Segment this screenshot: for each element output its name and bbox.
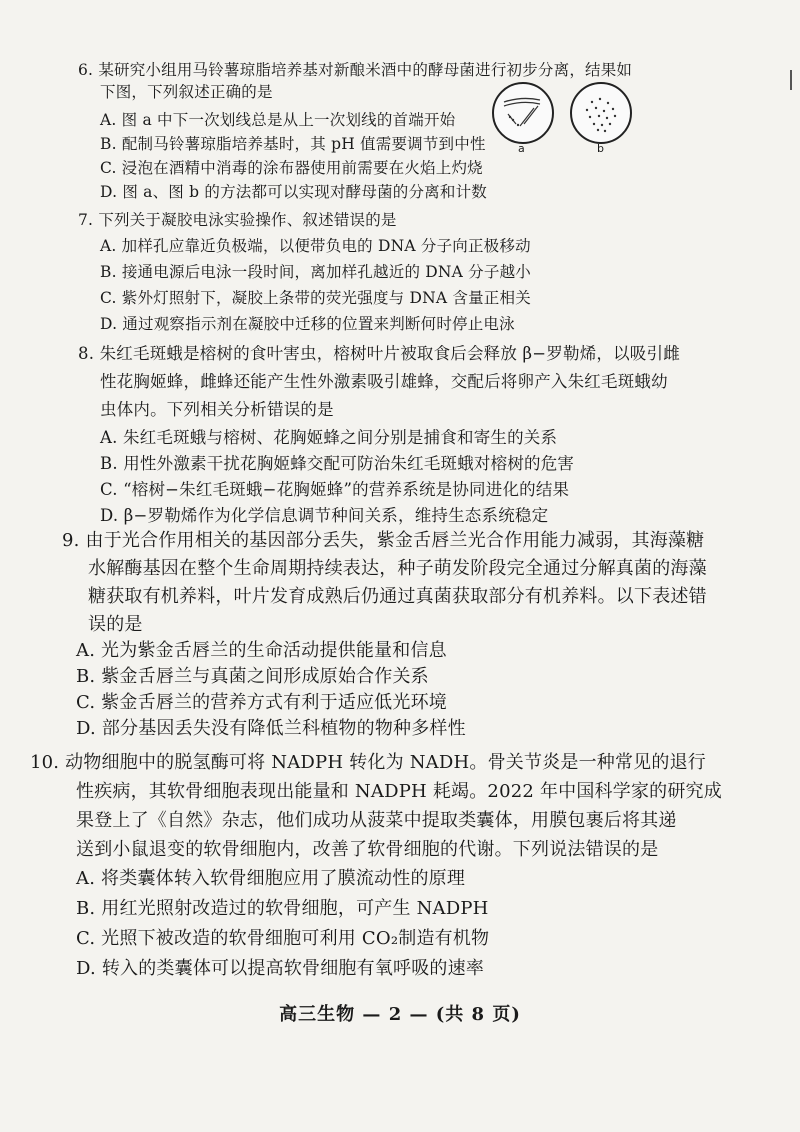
q10-stem-line3: 果登上了《自然》杂志，他们成功从菠菜中提取类囊体，用膜包裹后将其递 xyxy=(76,810,677,831)
q9-option-b: B. 紫金舌唇兰与真菌之间形成原始合作关系 xyxy=(76,666,429,687)
q9-option-c: C. 紫金舌唇兰的营养方式有利于适应低光环境 xyxy=(76,692,447,713)
petri-dish-a-figure xyxy=(492,82,554,144)
q6-stem-line1: 6. 某研究小组用马铃薯琼脂培养基对新酿米酒中的酵母菌进行初步分离，结果如 xyxy=(78,61,633,79)
q6-option-a: A. 图 a 中下一次划线总是从上一次划线的首端开始 xyxy=(100,111,456,129)
q7-option-c: C. 紫外灯照射下，凝胶上条带的荧光强度与 DNA 含量正相关 xyxy=(100,289,531,307)
figure-b-label: b xyxy=(597,142,604,155)
q8-option-b: B. 用性外激素干扰花胸姬蜂交配可防治朱红毛斑蛾对榕树的危害 xyxy=(100,454,575,473)
q8-stem-line2: 性花胸姬蜂，雌蜂还能产生性外激素吸引雄蜂，交配后将卵产入朱红毛斑蛾幼 xyxy=(100,372,668,391)
q9-option-d: D. 部分基因丢失没有降低兰科植物的物种多样性 xyxy=(76,718,466,739)
q9-stem-line1: 9. 由于光合作用相关的基因部分丢失，紫金舌唇兰光合作用能力减弱，其海藻糖 xyxy=(62,530,705,551)
q8-stem-line3: 虫体内。下列相关分析错误的是 xyxy=(100,400,334,419)
q10-option-d: D. 转入的类囊体可以提高软骨细胞有氧呼吸的速率 xyxy=(76,958,485,979)
q8-stem-line1: 8. 朱红毛斑蛾是榕树的食叶害虫，榕树叶片被取食后会释放 β−罗勒烯，以吸引雌 xyxy=(78,344,680,363)
q10-option-a: A. 将类囊体转入软骨细胞应用了膜流动性的原理 xyxy=(76,868,466,889)
q6-option-c: C. 浸泡在酒精中消毒的涂布器使用前需要在火焰上灼烧 xyxy=(100,159,483,177)
q7-option-d: D. 通过观察指示剂在凝胶中迁移的位置来判断何时停止电泳 xyxy=(100,315,515,333)
q10-option-b: B. 用红光照射改造过的软骨细胞，可产生 NADPH xyxy=(76,898,489,919)
q8-option-a: A. 朱红毛斑蛾与榕树、花胸姬蜂之间分别是捕食和寄生的关系 xyxy=(100,428,558,447)
scan-edge-mark xyxy=(790,70,792,90)
q7-option-b: B. 接通电源后电泳一段时间，离加样孔越近的 DNA 分子越小 xyxy=(100,263,531,281)
q6-option-d: D. 图 a、图 b 的方法都可以实现对酵母菌的分离和计数 xyxy=(100,183,487,201)
q7-option-a: A. 加样孔应靠近负极端，以便带负电的 DNA 分子向正极移动 xyxy=(100,237,531,255)
q8-option-c: C. “榕树−朱红毛斑蛾−花胸姬蜂”的营养系统是协同进化的结果 xyxy=(100,480,570,499)
q10-stem-line2: 性疾病，其软骨细胞表现出能量和 NADPH 耗竭。2022 年中国科学家的研究成 xyxy=(76,781,722,802)
q7-stem: 7. 下列关于凝胶电泳实验操作、叙述错误的是 xyxy=(78,211,397,229)
q10-stem-line1: 10. 动物细胞中的脱氢酶可将 NADPH 转化为 NADH。骨关节炎是一种常见的退行 xyxy=(30,752,706,773)
spread-plate-icon xyxy=(572,84,630,142)
q10-stem-line4: 送到小鼠退变的软骨细胞内，改善了软骨细胞的代谢。下列说法错误的是 xyxy=(76,839,659,860)
q9-stem-line4: 误的是 xyxy=(88,614,143,635)
streak-plate-icon xyxy=(494,84,552,142)
petri-dish-b-figure xyxy=(570,82,632,144)
q9-stem-line2: 水解酶基因在整个生命周期持续表达，种子萌发阶段完全通过分解真菌的海藻 xyxy=(88,558,707,579)
q9-stem-line3: 糖获取有机养料，叶片发育成熟后仍通过真菌获取部分有机养料。以下表述错 xyxy=(88,586,707,607)
q10-option-c: C. 光照下被改造的软骨细胞可利用 CO₂制造有机物 xyxy=(76,928,490,949)
page-footer: 高三生物 — 2 — (共 8 页) xyxy=(279,1004,521,1025)
q6-stem-line2: 下图，下列叙述正确的是 xyxy=(100,83,273,101)
q6-option-b: B. 配制马铃薯琼脂培养基时，其 pH 值需要调节到中性 xyxy=(100,135,486,153)
figure-a-label: a xyxy=(518,142,525,155)
q9-option-a: A. 光为紫金舌唇兰的生命活动提供能量和信息 xyxy=(76,640,447,661)
q8-option-d: D. β−罗勒烯作为化学信息调节种间关系，维持生态系统稳定 xyxy=(100,506,549,525)
